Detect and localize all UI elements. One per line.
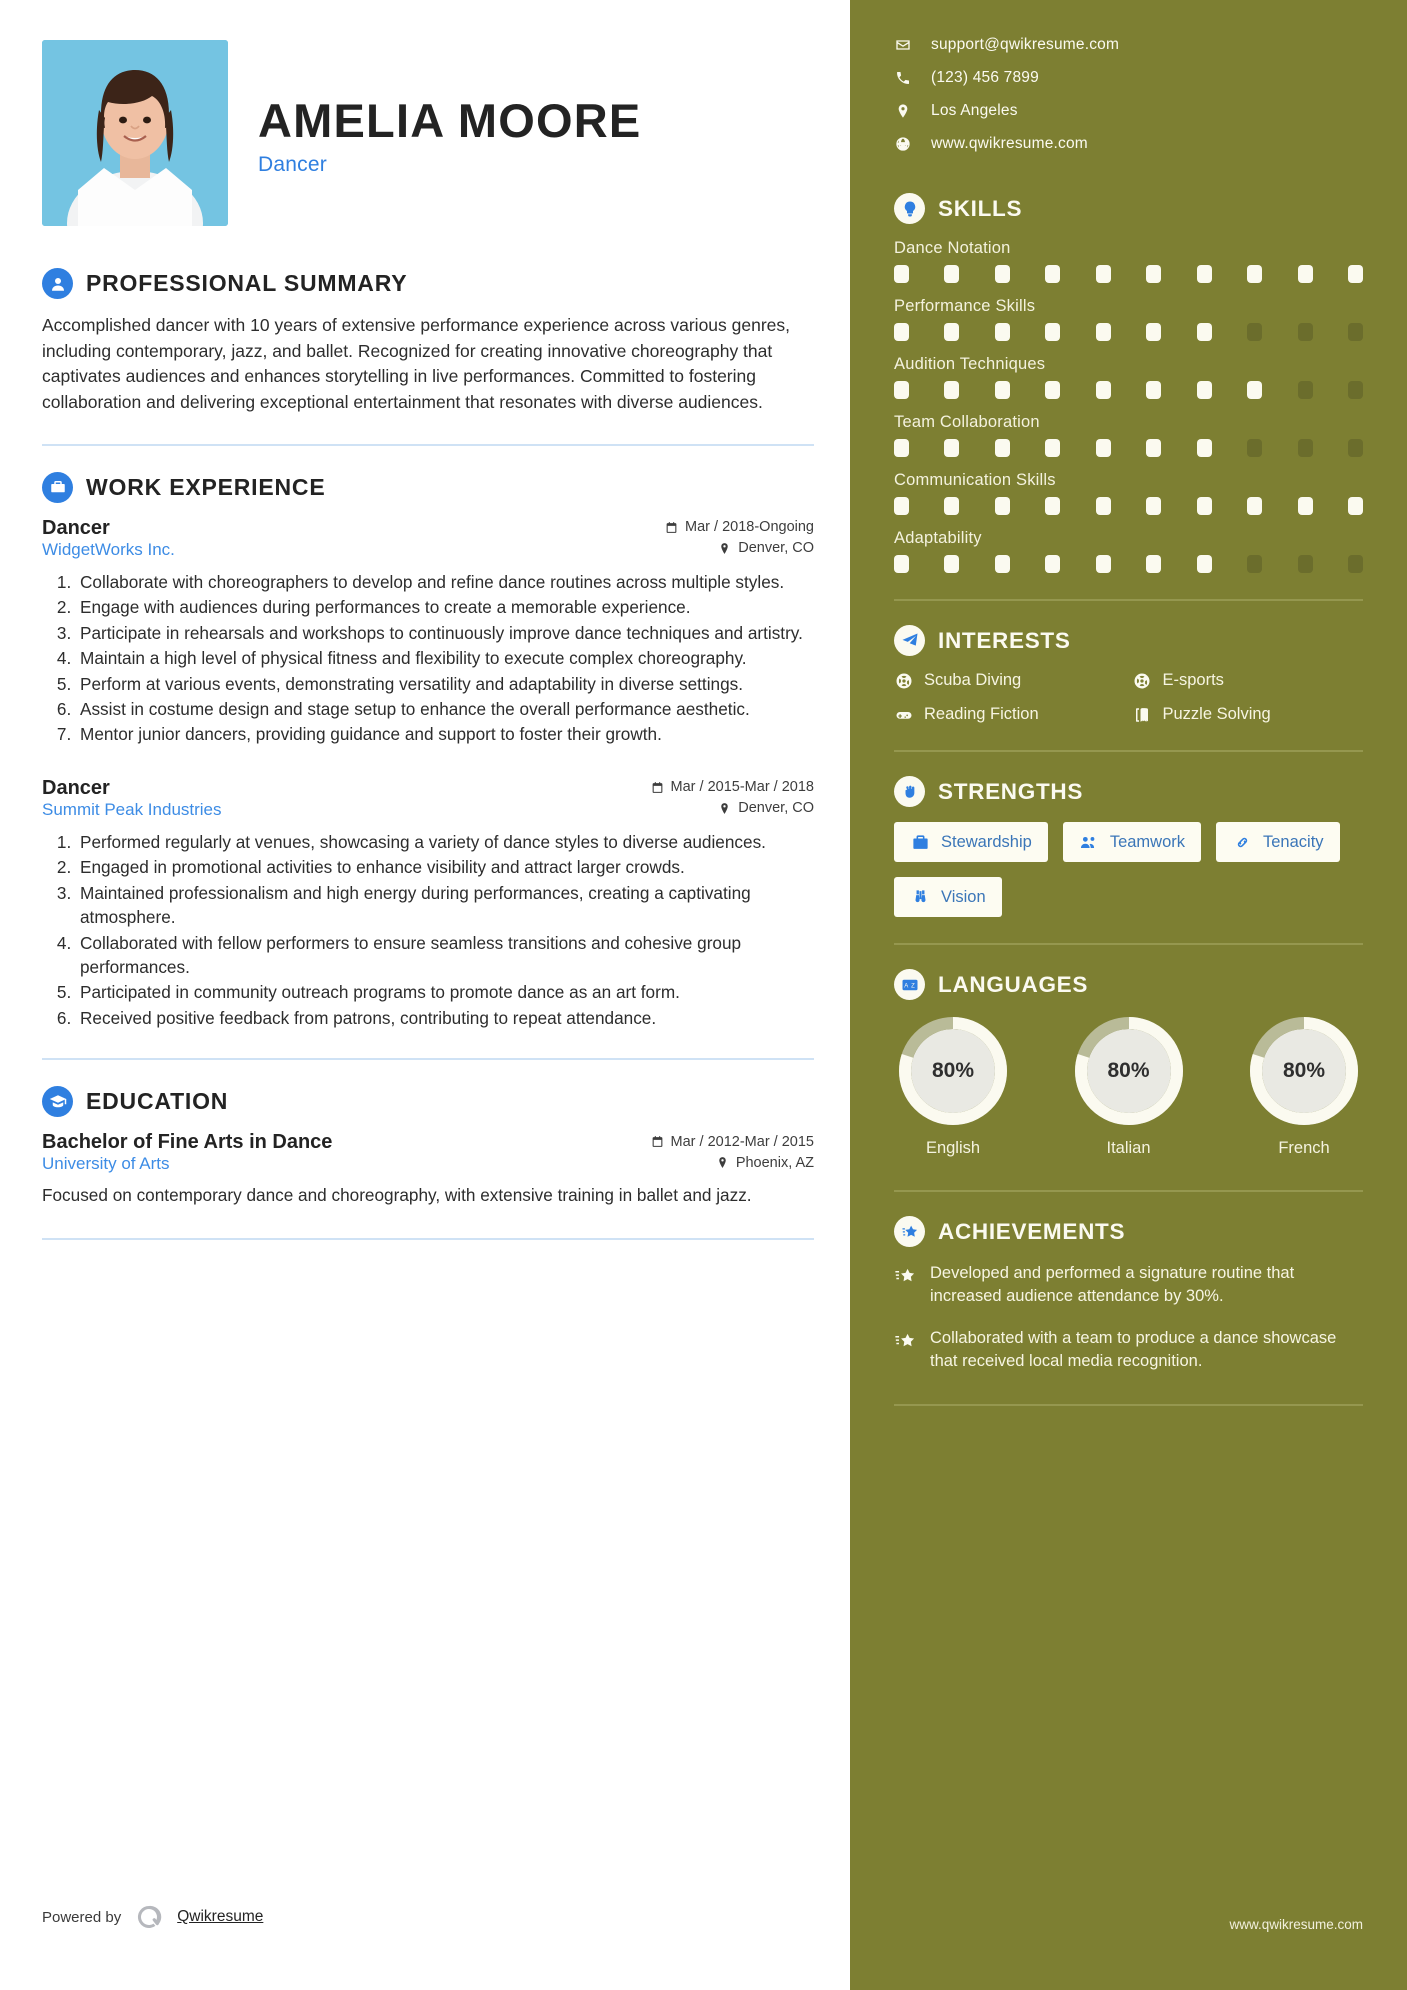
list-item: 7. Mentor junior dancers, providing guidance and support to foster their growth. <box>76 722 814 746</box>
sidebar-footer-site: www.qwikresume.com <box>1229 1917 1363 1932</box>
work-location <box>718 540 814 556</box>
map-pin-icon <box>718 542 731 555</box>
skill-rating <box>894 439 1363 457</box>
resume-header <box>42 40 814 226</box>
education-dates <box>651 1134 814 1150</box>
skill-label: Performance Skills <box>894 297 1036 315</box>
skill-dot <box>1247 439 1262 457</box>
skill-dot <box>944 381 959 399</box>
education-location <box>716 1155 814 1171</box>
binoculars-icon <box>910 887 930 907</box>
skill-label: Team Collaboration <box>894 413 1040 431</box>
svg-text:Z: Z <box>910 983 915 990</box>
work-dates-text: Mar / 2018-Ongoing <box>685 519 814 536</box>
divider <box>42 1238 814 1240</box>
skill-rating <box>894 381 1363 399</box>
work-entry-org-row <box>42 800 814 820</box>
section-title-strengths: STRENGTHS <box>938 778 1084 804</box>
skill-item <box>894 355 1363 399</box>
section-title-work: WORK EXPERIENCE <box>86 473 326 500</box>
skill-dot <box>1045 439 1060 457</box>
skill-dot <box>1298 439 1313 457</box>
section-header-skills <box>894 193 1363 224</box>
work-entry <box>42 777 814 1030</box>
divider <box>894 943 1363 945</box>
list-item: 2. Engaged in promotional activities to enhance visibility and attract larger crowds. <box>76 855 814 879</box>
skill-item <box>894 529 1363 573</box>
skill-dot <box>1146 555 1161 573</box>
briefcase-icon <box>910 832 930 852</box>
contact-list <box>894 36 1363 153</box>
section-title-education: EDUCATION <box>86 1088 229 1115</box>
skill-dot <box>995 555 1010 573</box>
skill-dot <box>1348 555 1363 573</box>
work-role: Dancer <box>42 516 110 539</box>
section-header-strengths <box>894 776 1363 807</box>
language-label: Italian <box>1106 1139 1151 1157</box>
language-progress-ring <box>1073 1015 1185 1127</box>
skill-dot <box>1197 497 1212 515</box>
contact-website-text: www.qwikresume.com <box>931 135 1088 152</box>
achievement-text: Collaborated with a team to produce a dance showcase that received local media recognition. <box>930 1328 1337 1371</box>
language-label: English <box>925 1139 981 1157</box>
interest-label: E-sports <box>1162 671 1224 689</box>
interest-item <box>894 671 1125 690</box>
work-dates <box>651 779 814 795</box>
skill-item <box>894 239 1363 283</box>
skill-dot <box>1096 497 1111 515</box>
skill-dot <box>1096 439 1111 457</box>
language-item <box>1070 1015 1188 1158</box>
list-item: 6. Assist in costume design and stage setup to enhance the overall performance aesthetic. <box>76 697 814 721</box>
skill-dot <box>1348 265 1363 283</box>
page-title: AMELIA MOORE <box>258 94 642 148</box>
skill-dot <box>894 265 909 283</box>
users-icon <box>1079 832 1099 852</box>
list-item: 3. Participate in rehearsals and workshops to continuously improve dance techniques and artistry. <box>76 621 814 645</box>
skill-label: Communication Skills <box>894 471 1056 489</box>
interest-label: Reading Fiction <box>924 705 1039 723</box>
work-entry <box>42 517 814 747</box>
education-school-row <box>42 1154 814 1174</box>
skill-dot <box>1348 381 1363 399</box>
divider <box>894 1190 1363 1192</box>
skill-dot <box>1045 497 1060 515</box>
lightbulb-icon <box>894 193 925 224</box>
skill-dot <box>1096 323 1111 341</box>
map-pin-icon <box>894 103 911 120</box>
contact-phone[interactable] <box>894 69 1363 87</box>
globe-icon <box>894 136 911 153</box>
skill-item <box>894 471 1363 515</box>
section-header-education <box>42 1086 814 1117</box>
skill-dot <box>995 439 1010 457</box>
section-title-languages: LANGUAGES <box>938 971 1089 997</box>
work-entry-title-row <box>42 517 814 540</box>
skill-dot <box>1348 439 1363 457</box>
strength-label: Teamwork <box>1109 832 1185 851</box>
name-block <box>258 89 641 177</box>
achievements-list <box>894 1262 1363 1374</box>
work-role: Dancer <box>42 776 110 799</box>
life-ring-icon <box>1133 671 1152 690</box>
skill-dot <box>944 323 959 341</box>
work-location <box>718 800 814 816</box>
skill-rating <box>894 265 1363 283</box>
graduation-cap-icon <box>42 1086 73 1117</box>
section-title-summary: PROFESSIONAL SUMMARY <box>86 270 408 296</box>
skill-dot <box>1045 323 1060 341</box>
contact-location <box>894 102 1363 120</box>
skill-label: Dance Notation <box>894 239 1011 257</box>
calendar-icon <box>651 1135 664 1148</box>
skill-dot <box>995 381 1010 399</box>
skill-dot <box>1045 265 1060 283</box>
book-icon <box>1133 705 1152 724</box>
skill-dot <box>1247 381 1262 399</box>
skill-dot <box>995 497 1010 515</box>
skill-rating <box>894 555 1363 573</box>
skill-dot <box>894 439 909 457</box>
section-header-languages <box>894 969 1363 1000</box>
interest-label: Scuba Diving <box>924 671 1022 689</box>
strength-item <box>894 822 1048 862</box>
education-entry <box>42 1131 814 1208</box>
skill-dot <box>995 265 1010 283</box>
translate-icon <box>894 969 925 1000</box>
language-percent: 80% <box>1107 1059 1150 1082</box>
skill-dot <box>1298 381 1313 399</box>
briefcase-icon <box>42 472 73 503</box>
skill-item <box>894 297 1363 341</box>
skill-dot <box>1197 381 1212 399</box>
skills-list <box>894 239 1363 573</box>
list-item: 4. Maintain a high level of physical fitness and flexibility to execute complex choreography. <box>76 646 814 670</box>
right-sidebar <box>850 0 1407 1990</box>
contact-location-text: Los Angeles <box>931 102 1018 119</box>
work-location-text: Denver, CO <box>738 540 814 557</box>
gamepad-icon <box>894 705 913 724</box>
skill-dot <box>1146 265 1161 283</box>
list-item: 3. Maintained professionalism and high energy during performances, creating a captivating atmosphere. <box>76 881 814 930</box>
user-icon <box>42 268 73 299</box>
life-ring-icon <box>894 671 913 690</box>
work-organization: WidgetWorks Inc. <box>42 539 175 559</box>
skill-dot <box>1096 555 1111 573</box>
contact-website[interactable] <box>894 135 1363 153</box>
skill-dot <box>1197 439 1212 457</box>
education-dates-text: Mar / 2012-Mar / 2015 <box>670 1133 814 1150</box>
list-item: 2. Engage with audiences during performances to create a memorable experience. <box>76 595 814 619</box>
education-description: Focused on contemporary dance and choreography, with extensive training in ballet and jazz. <box>42 1185 752 1206</box>
skill-dot <box>894 555 909 573</box>
skill-dot <box>1298 265 1313 283</box>
link-icon <box>1232 832 1252 852</box>
interest-item <box>894 705 1125 724</box>
skill-dot <box>1146 323 1161 341</box>
skill-dot <box>894 381 909 399</box>
summary-text: Accomplished dancer with 10 years of extensive performance experience across various genres, including contemporary, jazz, and ballet. Recognized for creating innovative choreography that captivates audiences and enhances storytelling in live performances. Committed to fostering collaboration and delivering exceptional entertainment that resonates with diverse audiences. <box>42 315 791 413</box>
section-header-interests <box>894 625 1363 656</box>
skill-rating <box>894 497 1363 515</box>
envelope-icon <box>894 37 911 54</box>
skill-dot <box>1348 497 1363 515</box>
skill-dot <box>894 497 909 515</box>
language-item <box>894 1015 1012 1158</box>
education-school: University of Arts <box>42 1154 170 1174</box>
work-location-text: Denver, CO <box>738 800 814 817</box>
footer-branding <box>42 1902 263 1932</box>
phone-icon <box>894 70 911 87</box>
footer-brand-link[interactable]: Qwikresume <box>177 1908 264 1925</box>
shooting-star-icon <box>894 1330 916 1352</box>
calendar-icon <box>651 781 664 794</box>
skill-dot <box>1146 439 1161 457</box>
skill-dot <box>1045 555 1060 573</box>
skill-label: Audition Techniques <box>894 355 1046 373</box>
skill-dot <box>1045 381 1060 399</box>
profile-job-title: Dancer <box>258 152 327 176</box>
achievement-text: Developed and performed a signature routine that increased audience attendance by 30%. <box>930 1264 1295 1306</box>
work-bullets <box>42 570 814 747</box>
divider <box>894 1404 1363 1406</box>
shooting-star-icon <box>894 1265 916 1287</box>
work-entry-org-row <box>42 540 814 560</box>
skill-rating <box>894 323 1363 341</box>
language-label: French <box>1278 1139 1330 1157</box>
achievement-item <box>894 1262 1363 1309</box>
languages-list <box>894 1015 1363 1158</box>
strength-item <box>1216 822 1340 862</box>
language-item <box>1245 1015 1363 1158</box>
skill-dot <box>944 265 959 283</box>
skill-dot <box>1096 381 1111 399</box>
contact-phone-text: (123) 456 7899 <box>931 69 1039 86</box>
spacer <box>42 751 814 777</box>
language-progress-ring <box>1248 1015 1360 1127</box>
skill-dot <box>894 323 909 341</box>
divider <box>42 444 814 446</box>
list-item: 5. Participated in community outreach programs to promote dance as an art form. <box>76 980 814 1004</box>
interest-label: Puzzle Solving <box>1162 705 1271 723</box>
map-pin-icon <box>716 1156 729 1169</box>
strengths-list <box>894 822 1363 917</box>
list-item: 4. Collaborated with fellow performers to ensure seamless transitions and cohesive group performances. <box>76 931 814 980</box>
fist-icon <box>894 776 925 807</box>
education-degree-row <box>42 1131 814 1154</box>
skill-dot <box>995 323 1010 341</box>
list-item: 1. Collaborate with choreographers to develop and refine dance routines across multiple styles. <box>76 570 814 594</box>
section-header-work <box>42 472 814 503</box>
section-header-achievements <box>894 1216 1363 1247</box>
skill-dot <box>1197 323 1212 341</box>
work-dates-text: Mar / 2015-Mar / 2018 <box>670 779 814 796</box>
strength-label: Tenacity <box>1263 832 1324 851</box>
divider <box>894 750 1363 752</box>
section-title-achievements: ACHIEVEMENTS <box>938 1218 1126 1244</box>
skill-dot <box>1298 555 1313 573</box>
skill-label: Adaptability <box>894 529 982 547</box>
section-title-skills: SKILLS <box>938 195 1023 221</box>
achievement-item <box>894 1327 1363 1374</box>
skill-dot <box>1247 323 1262 341</box>
list-item: 1. Performed regularly at venues, showcasing a variety of dance styles to diverse audiences. <box>76 830 814 854</box>
skill-dot <box>944 497 959 515</box>
map-pin-icon <box>718 802 731 815</box>
work-bullets <box>42 830 814 1030</box>
skill-dot <box>1348 323 1363 341</box>
work-dates <box>665 519 814 535</box>
work-organization: Summit Peak Industries <box>42 799 222 819</box>
star-badge-icon <box>894 1216 925 1247</box>
divider <box>42 1058 814 1060</box>
education-location-text: Phoenix, AZ <box>735 1154 814 1171</box>
contact-email[interactable] <box>894 36 1363 54</box>
skill-dot <box>1146 381 1161 399</box>
skill-dot <box>1096 265 1111 283</box>
section-title-interests: INTERESTS <box>938 627 1071 653</box>
skill-dot <box>1298 323 1313 341</box>
skill-item <box>894 413 1363 457</box>
language-percent: 80% <box>1282 1059 1326 1082</box>
strength-label: Stewardship <box>941 832 1032 851</box>
contact-email-text: support@qwikresume.com <box>931 36 1120 53</box>
skill-dot <box>1298 497 1313 515</box>
skill-dot <box>1197 265 1212 283</box>
language-progress-ring <box>897 1015 1009 1127</box>
skill-dot <box>1197 555 1212 573</box>
work-entry-title-row <box>42 777 814 800</box>
interest-item <box>1133 671 1364 690</box>
profile-photo <box>42 40 228 226</box>
skill-dot <box>1146 497 1161 515</box>
strength-item <box>1063 822 1201 862</box>
skill-dot <box>944 555 959 573</box>
divider <box>894 599 1363 601</box>
skill-dot <box>1247 555 1262 573</box>
qwikresume-logo-icon <box>134 1902 164 1932</box>
svg-text:A: A <box>903 983 908 990</box>
language-percent: 80% <box>931 1059 975 1082</box>
section-header-summary <box>42 268 814 299</box>
interest-item <box>1133 705 1364 724</box>
education-degree: Bachelor of Fine Arts in Dance <box>42 1131 333 1154</box>
interests-list <box>894 671 1363 724</box>
list-item: 5. Perform at various events, demonstrating versatility and adaptability in diverse settings. <box>76 672 814 696</box>
skill-dot <box>1247 265 1262 283</box>
paper-plane-icon <box>894 625 925 656</box>
strength-item <box>894 877 1002 917</box>
list-item: 6. Received positive feedback from patrons, contributing to repeat attendance. <box>76 1006 814 1030</box>
calendar-icon <box>665 521 678 534</box>
strength-label: Vision <box>941 887 986 906</box>
skill-dot <box>944 439 959 457</box>
footer-powered-by-label: Powered by <box>42 1908 122 1926</box>
skill-dot <box>1247 497 1262 515</box>
